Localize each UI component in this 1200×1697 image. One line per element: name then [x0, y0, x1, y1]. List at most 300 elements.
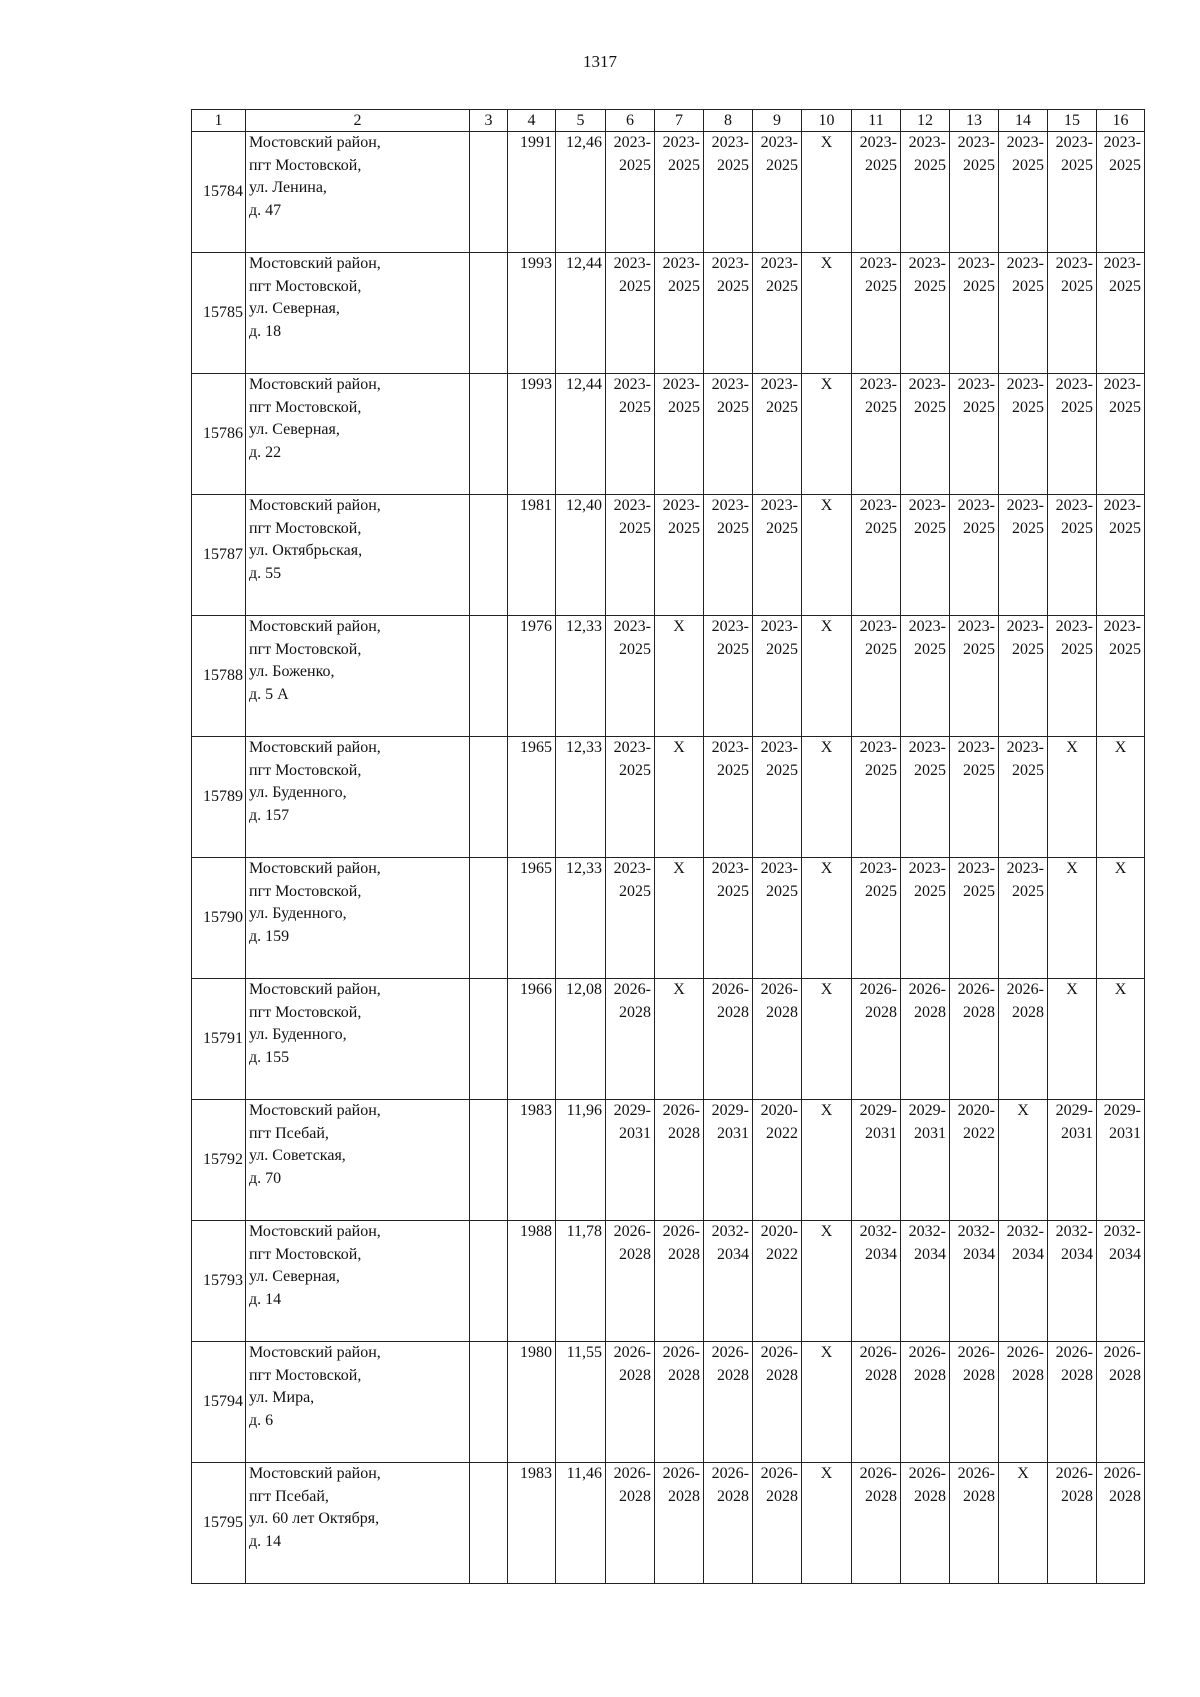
period-line: 2026- [711, 981, 749, 998]
period-line: 2025 [717, 519, 749, 537]
period-line: 2025 [914, 519, 946, 537]
period-cell-col-10 [802, 737, 852, 858]
period-cell-col-12 [901, 495, 950, 616]
period-cell-col-10 [802, 1342, 852, 1463]
page-number: 1317 [583, 52, 617, 71]
row-number: 15795 [192, 1463, 246, 1584]
period-line: 2028 [865, 1366, 897, 1384]
not-applicable-mark: X [1066, 860, 1078, 877]
period-cell-col-16 [1097, 1221, 1145, 1342]
row-number: 15787 [192, 495, 246, 616]
period-cell-col-8 [704, 495, 753, 616]
period-line: 2025 [766, 640, 798, 658]
period-line: 2023- [760, 618, 798, 635]
period-cell-col-12 [901, 374, 950, 495]
period-line: 2025 [914, 640, 946, 658]
period-cell-col-9 [753, 253, 802, 374]
year-cell: 1993 [508, 374, 556, 495]
period-line: 2025 [914, 882, 946, 900]
period-line: 2028 [668, 1124, 700, 1142]
period-cell-col-11 [852, 737, 901, 858]
period-line: 2025 [963, 882, 995, 900]
period-cell-col-14 [999, 1342, 1048, 1463]
period-line: 2023- [1103, 376, 1141, 393]
period-line: 2023- [613, 618, 651, 635]
period-line: 2025 [619, 398, 651, 416]
period-cell-col-9 [753, 132, 802, 253]
period-line: 2023- [1006, 376, 1044, 393]
not-applicable-mark: X [1066, 981, 1078, 998]
column-header-8: 8 [704, 110, 753, 132]
period-line: 2025 [1061, 277, 1093, 295]
period-line: 2023- [1006, 739, 1044, 756]
period-line: 2026- [1103, 1465, 1141, 1482]
period-cell-col-10 [802, 1221, 852, 1342]
period-cell-col-9 [753, 1100, 802, 1221]
period-cell-col-7 [655, 132, 704, 253]
address-line: Мостовский район, [249, 1344, 381, 1361]
address-line: д. 157 [249, 806, 290, 824]
column-header-13: 13 [950, 110, 999, 132]
period-line: 2026- [1103, 1344, 1141, 1361]
address-line: ул. Северная, [249, 1268, 340, 1285]
address-line: пгт Мостовской, [249, 882, 362, 900]
column-header-9: 9 [753, 110, 802, 132]
column-3-cell [470, 374, 508, 495]
period-line: 2025 [865, 761, 897, 779]
period-line: 2023- [1055, 255, 1093, 272]
period-line: 2029- [1103, 1102, 1141, 1119]
address-line: пгт Мостовской, [249, 398, 362, 416]
address-line: Мостовский район, [249, 1102, 381, 1119]
period-cell-col-10 [802, 253, 852, 374]
period-line: 2020- [760, 1223, 798, 1240]
period-line: 2025 [1061, 398, 1093, 416]
period-line: 2026- [613, 981, 651, 998]
period-cell-col-15 [1048, 616, 1097, 737]
period-line: 2023- [957, 376, 995, 393]
period-line: 2025 [963, 156, 995, 174]
column-3-cell [470, 858, 508, 979]
period-line: 2023- [711, 618, 749, 635]
period-line: 2026- [662, 1344, 700, 1361]
period-line: 2023- [711, 134, 749, 151]
period-line: 2025 [1012, 882, 1044, 900]
table-header [192, 110, 1145, 132]
address-cell [246, 858, 470, 979]
period-line: 2028 [1061, 1487, 1093, 1505]
address-line: Мостовский район, [249, 255, 381, 272]
period-cell-col-6 [606, 1463, 655, 1584]
period-cell-col-14 [999, 1221, 1048, 1342]
period-line: 2028 [1061, 1366, 1093, 1384]
period-line: 2023- [908, 860, 946, 877]
not-applicable-mark: X [1066, 739, 1078, 756]
address-line: Мостовский район, [249, 981, 381, 998]
period-line: 2025 [619, 156, 651, 174]
period-line: 2028 [619, 1003, 651, 1021]
area-cell: 12,33 [556, 858, 606, 979]
period-line: 2023- [760, 134, 798, 151]
not-applicable-mark: X [820, 1223, 833, 1240]
period-cell-col-14 [999, 979, 1048, 1100]
period-line: 2023- [908, 618, 946, 635]
period-line: 2028 [865, 1487, 897, 1505]
area-cell: 12,33 [556, 616, 606, 737]
period-line: 2023- [957, 497, 995, 514]
table-body [192, 132, 1145, 1584]
address-line: д. 70 [249, 1169, 282, 1187]
period-cell-col-13 [950, 253, 999, 374]
period-line: 2025 [619, 882, 651, 900]
column-header-6: 6 [606, 110, 655, 132]
address-line: Мостовский район, [249, 1465, 381, 1482]
period-cell-col-8 [704, 1100, 753, 1221]
period-line: 2034 [1012, 1245, 1044, 1263]
period-line: 2028 [668, 1366, 700, 1384]
area-cell: 11,78 [556, 1221, 606, 1342]
period-cell-col-10 [802, 495, 852, 616]
period-line: 2020- [760, 1102, 798, 1119]
period-line: 2028 [619, 1366, 651, 1384]
period-line: 2025 [1061, 519, 1093, 537]
period-line: 2023- [662, 376, 700, 393]
area-cell: 11,96 [556, 1100, 606, 1221]
period-line: 2031 [619, 1124, 651, 1142]
not-applicable-mark: X [1114, 981, 1127, 998]
address-cell [246, 1342, 470, 1463]
period-cell-col-13 [950, 1100, 999, 1221]
not-applicable-mark: X [1017, 1465, 1029, 1482]
period-line: 2023- [1055, 376, 1093, 393]
period-line: 2028 [1109, 1366, 1141, 1384]
period-line: 2023- [662, 497, 700, 514]
period-line: 2025 [619, 640, 651, 658]
row-number: 15790 [192, 858, 246, 979]
period-line: 2023- [760, 255, 798, 272]
period-line: 2029- [859, 1102, 897, 1119]
period-line: 2025 [717, 640, 749, 658]
period-line: 2028 [914, 1003, 946, 1021]
period-cell-col-15 [1048, 1463, 1097, 1584]
period-cell-col-16 [1097, 858, 1145, 979]
period-line: 2023- [859, 860, 897, 877]
area-cell: 12,44 [556, 374, 606, 495]
period-cell-col-11 [852, 374, 901, 495]
row-number: 15786 [192, 374, 246, 495]
period-line: 2028 [963, 1366, 995, 1384]
period-line: 2022 [963, 1124, 995, 1142]
period-line: 2031 [717, 1124, 749, 1142]
year-cell: 1966 [508, 979, 556, 1100]
period-cell-col-14 [999, 253, 1048, 374]
period-cell-col-13 [950, 374, 999, 495]
period-line: 2025 [963, 640, 995, 658]
table-row [192, 979, 1145, 1100]
period-cell-col-8 [704, 979, 753, 1100]
period-line: 2023- [1006, 255, 1044, 272]
period-cell-col-6 [606, 979, 655, 1100]
period-line: 2023- [859, 376, 897, 393]
period-line: 2026- [957, 1465, 995, 1482]
table-row [192, 132, 1145, 253]
period-cell-col-10 [802, 858, 852, 979]
period-line: 2025 [865, 882, 897, 900]
area-cell: 12,44 [556, 253, 606, 374]
period-cell-col-15 [1048, 132, 1097, 253]
period-cell-col-6 [606, 495, 655, 616]
period-cell-col-12 [901, 253, 950, 374]
period-cell-col-12 [901, 858, 950, 979]
address-cell [246, 1463, 470, 1584]
address-cell [246, 132, 470, 253]
period-line: 2023- [711, 860, 749, 877]
not-applicable-mark: X [820, 497, 833, 514]
column-header-10: 10 [802, 110, 852, 132]
address-line: ул. Буденного, [249, 1026, 347, 1043]
period-line: 2025 [717, 156, 749, 174]
row-number: 15792 [192, 1100, 246, 1221]
period-line: 2026- [662, 1223, 700, 1240]
period-line: 2023- [613, 376, 651, 393]
period-cell-col-15 [1048, 1221, 1097, 1342]
period-cell-col-14 [999, 132, 1048, 253]
period-line: 2025 [766, 761, 798, 779]
year-cell: 1983 [508, 1463, 556, 1584]
period-line: 2032- [711, 1223, 749, 1240]
period-line: 2023- [613, 134, 651, 151]
table-row [192, 374, 1145, 495]
period-line: 2026- [711, 1465, 749, 1482]
period-line: 2023- [760, 860, 798, 877]
period-line: 2025 [766, 519, 798, 537]
period-line: 2023- [711, 497, 749, 514]
period-line: 2026- [711, 1344, 749, 1361]
not-applicable-mark: X [820, 1102, 833, 1119]
year-cell: 1988 [508, 1221, 556, 1342]
period-line: 2025 [619, 277, 651, 295]
period-cell-col-14 [999, 495, 1048, 616]
period-cell-col-14 [999, 374, 1048, 495]
period-line: 2025 [914, 156, 946, 174]
not-applicable-mark: X [673, 618, 685, 635]
not-applicable-mark: X [1017, 1102, 1029, 1119]
period-line: 2031 [914, 1124, 946, 1142]
row-number: 15791 [192, 979, 246, 1100]
table-row [192, 1342, 1145, 1463]
address-line: пгт Мостовской, [249, 519, 362, 537]
period-cell-col-8 [704, 132, 753, 253]
period-line: 2025 [766, 277, 798, 295]
table-row [192, 1100, 1145, 1221]
period-line: 2023- [613, 255, 651, 272]
period-line: 2026- [908, 981, 946, 998]
period-line: 2032- [1055, 1223, 1093, 1240]
period-line: 2034 [717, 1245, 749, 1263]
period-cell-col-6 [606, 737, 655, 858]
address-line: д. 159 [249, 927, 290, 945]
period-cell-col-7 [655, 374, 704, 495]
period-line: 2028 [668, 1487, 700, 1505]
period-line: 2026- [1055, 1344, 1093, 1361]
period-line: 2028 [619, 1487, 651, 1505]
address-line: ул. Октябрьская, [249, 542, 363, 559]
address-cell [246, 737, 470, 858]
period-line: 2032- [1103, 1223, 1141, 1240]
period-cell-col-7 [655, 1100, 704, 1221]
period-line: 2026- [662, 1102, 700, 1119]
period-line: 2023- [1006, 497, 1044, 514]
period-line: 2025 [1061, 156, 1093, 174]
period-line: 2026- [1006, 981, 1044, 998]
period-line: 2025 [1012, 761, 1044, 779]
period-line: 2023- [613, 497, 651, 514]
period-cell-col-13 [950, 1221, 999, 1342]
period-line: 2026- [760, 1465, 798, 1482]
period-line: 2026- [662, 1465, 700, 1482]
period-line: 2028 [1109, 1487, 1141, 1505]
address-line: пгт Мостовской, [249, 1245, 362, 1263]
period-line: 2025 [865, 277, 897, 295]
period-line: 2023- [760, 497, 798, 514]
period-line: 2025 [668, 156, 700, 174]
period-line: 2029- [1055, 1102, 1093, 1119]
address-line: д. 6 [249, 1411, 274, 1429]
not-applicable-mark: X [820, 134, 833, 151]
period-cell-col-9 [753, 616, 802, 737]
address-cell [246, 495, 470, 616]
period-cell-col-11 [852, 1463, 901, 1584]
column-header-2: 2 [246, 110, 470, 132]
row-number: 15784 [192, 132, 246, 253]
address-line: пгт Мостовской, [249, 640, 362, 658]
period-cell-col-8 [704, 1342, 753, 1463]
period-cell-col-8 [704, 616, 753, 737]
period-line: 2026- [908, 1465, 946, 1482]
period-line: 2025 [963, 761, 995, 779]
period-line: 2023- [1055, 134, 1093, 151]
period-cell-col-10 [802, 132, 852, 253]
address-line: пгт Псебай, [249, 1124, 329, 1142]
address-line: ул. 60 лет Октября, [249, 1510, 380, 1527]
period-line: 2026- [760, 1344, 798, 1361]
period-cell-col-13 [950, 737, 999, 858]
period-cell-col-9 [753, 1221, 802, 1342]
period-cell-col-14 [999, 616, 1048, 737]
address-line: ул. Мира, [249, 1389, 315, 1406]
period-cell-col-13 [950, 616, 999, 737]
period-cell-col-7 [655, 1342, 704, 1463]
period-cell-col-10 [802, 616, 852, 737]
period-line: 2023- [1103, 618, 1141, 635]
period-line: 2023- [859, 739, 897, 756]
period-line: 2028 [717, 1003, 749, 1021]
period-cell-col-15 [1048, 253, 1097, 374]
address-line: ул. Боженко, [249, 663, 335, 680]
row-number: 15789 [192, 737, 246, 858]
period-line: 2023- [859, 255, 897, 272]
period-cell-col-12 [901, 737, 950, 858]
address-line: пгт Мостовской, [249, 1366, 362, 1384]
period-cell-col-11 [852, 1221, 901, 1342]
period-line: 2025 [1012, 156, 1044, 174]
address-line: д. 22 [249, 443, 282, 461]
period-line: 2028 [619, 1245, 651, 1263]
area-cell: 12,08 [556, 979, 606, 1100]
not-applicable-mark: X [673, 739, 685, 756]
period-line: 2025 [619, 761, 651, 779]
year-cell: 1983 [508, 1100, 556, 1221]
period-cell-col-15 [1048, 1100, 1097, 1221]
period-cell-col-7 [655, 858, 704, 979]
period-cell-col-11 [852, 858, 901, 979]
table-row [192, 1463, 1145, 1584]
period-cell-col-10 [802, 979, 852, 1100]
column-3-cell [470, 253, 508, 374]
period-line: 2028 [963, 1003, 995, 1021]
address-line: Мостовский район, [249, 860, 381, 877]
table-row [192, 858, 1145, 979]
period-line: 2026- [859, 1465, 897, 1482]
period-cell-col-9 [753, 495, 802, 616]
address-line: д. 55 [249, 564, 282, 582]
period-line: 2025 [717, 277, 749, 295]
not-applicable-mark: X [820, 376, 833, 393]
period-line: 2025 [865, 156, 897, 174]
not-applicable-mark: X [820, 860, 833, 877]
period-line: 2025 [1109, 640, 1141, 658]
period-line: 2028 [766, 1003, 798, 1021]
address-line: Мостовский район, [249, 618, 381, 635]
period-line: 2028 [766, 1366, 798, 1384]
period-line: 2025 [865, 398, 897, 416]
period-line: 2025 [717, 882, 749, 900]
period-line: 2025 [1109, 156, 1141, 174]
year-cell: 1981 [508, 495, 556, 616]
table-row [192, 495, 1145, 616]
period-line: 2022 [766, 1124, 798, 1142]
period-line: 2034 [1109, 1245, 1141, 1263]
address-line: Мостовский район, [249, 376, 381, 393]
period-line: 2032- [859, 1223, 897, 1240]
period-line: 2023- [957, 255, 995, 272]
period-line: 2025 [963, 398, 995, 416]
period-line: 2026- [613, 1465, 651, 1482]
column-header-1: 1 [192, 110, 246, 132]
period-cell-col-8 [704, 1221, 753, 1342]
period-line: 2028 [1012, 1003, 1044, 1021]
period-cell-col-13 [950, 132, 999, 253]
period-line: 2028 [717, 1487, 749, 1505]
period-line: 2023- [957, 860, 995, 877]
not-applicable-mark: X [820, 1344, 833, 1361]
address-line: ул. Буденного, [249, 905, 347, 922]
period-line: 2026- [613, 1223, 651, 1240]
period-line: 2023- [908, 255, 946, 272]
period-line: 2025 [914, 761, 946, 779]
not-applicable-mark: X [1114, 860, 1127, 877]
address-line: д. 18 [249, 322, 282, 340]
period-cell-col-11 [852, 1342, 901, 1463]
column-header-11: 11 [852, 110, 901, 132]
address-cell [246, 253, 470, 374]
address-line: ул. Советская, [249, 1147, 346, 1164]
address-cell [246, 1221, 470, 1342]
table-row [192, 253, 1145, 374]
period-cell-col-6 [606, 858, 655, 979]
period-cell-col-8 [704, 374, 753, 495]
period-line: 2023- [1006, 134, 1044, 151]
